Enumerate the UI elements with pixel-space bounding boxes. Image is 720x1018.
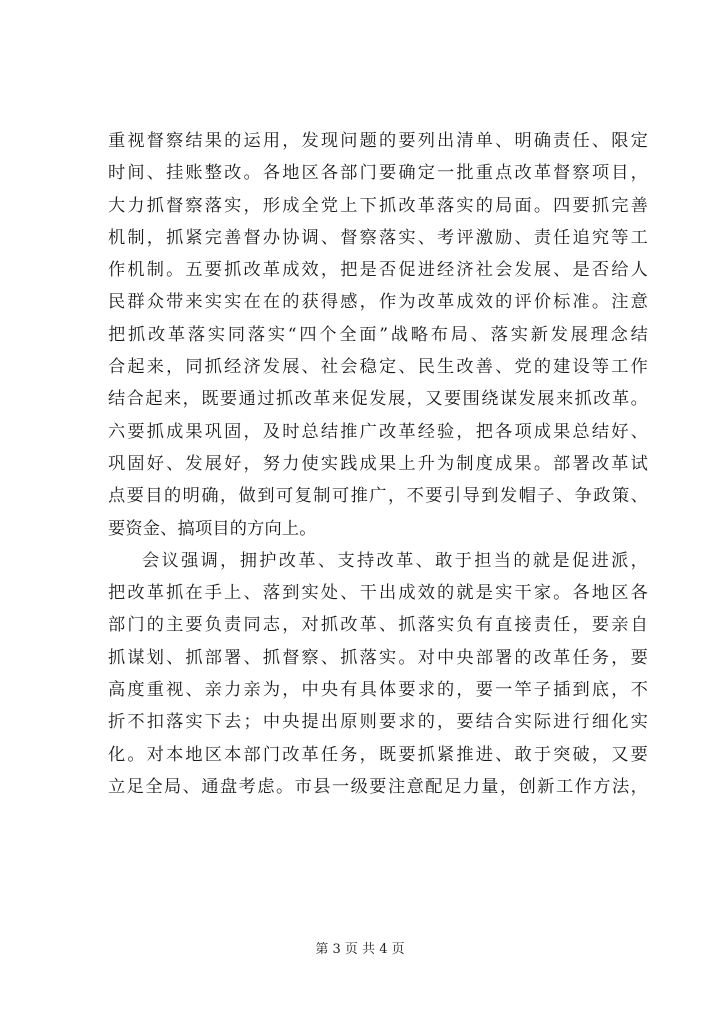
paragraph-2	[108, 545, 648, 803]
page-number-footer: 第 3 页 共 4 页	[315, 942, 405, 957]
text-line: 巩固好、发展好，努力使实践成果上升为制度成果。部署改革试	[108, 453, 648, 474]
text-line: 部门的主要负责同志，对抓改革、抓落实负有直接责任，要亲自	[108, 615, 648, 636]
text-line: 立足全局、通盘考虑。市县一级要注意配足力量，创新工作方法，	[108, 776, 648, 797]
text-line: 合起来，同抓经济发展、社会稳定、民生改善、党的建设等工作	[108, 357, 648, 378]
text-line: 点要目的明确，做到可复制可推广，不要引导到发帽子、争政策、	[108, 486, 648, 507]
text-line: 折不扣落实下去；中央提出原则要求的，要结合实际进行细化实	[108, 712, 648, 733]
text-line: 结合起来，既要通过抓改革来促发展，又要围绕谋发展来抓改革。	[108, 389, 648, 410]
paragraph-1	[108, 125, 648, 545]
text-line: 大力抓督察落实，形成全党上下抓改革落实的局面。四要抓完善	[108, 195, 648, 216]
text-line: 重视督察结果的运用，发现问题的要列出清单、明确责任、限定	[108, 131, 648, 151]
text-line: 把改革抓在手上、落到实处、干出成效的就是实干家。各地区各	[108, 583, 648, 604]
text-line: 化。对本地区本部门改革任务，既要抓紧推进、敢于突破，又要	[108, 744, 648, 765]
text-line: 时间、挂账整改。各地区各部门要确定一批重点改革督察项目，	[108, 163, 648, 184]
text-line: 会议强调，拥护改革、支持改革、敢于担当的就是促进派，	[142, 550, 648, 571]
document-body	[108, 125, 648, 803]
text-line: 民群众带来实实在在的获得感，作为改革成效的评价标准。注意	[108, 292, 648, 313]
text-line: 作机制。五要抓改革成效，把是否促进经济社会发展、是否给人	[108, 260, 648, 281]
text-line: 机制，抓紧完善督办协调、督察落实、考评激励、责任追究等工	[108, 227, 648, 248]
text-line: 六要抓成果巩固，及时总结推广改革经验，把各项成果总结好、	[108, 421, 648, 442]
text-line: 高度重视、亲力亲为，中央有具体要求的，要一竿子插到底，不	[108, 680, 648, 701]
text-line: 抓谋划、抓部署、抓督察、抓落实。对中央部署的改革任务，要	[108, 647, 648, 668]
text-line: 要资金、搞项目的方向上。	[108, 518, 317, 539]
text-line: 把抓改革落实同落实“四个全面”战略布局、落实新发展理念结	[108, 324, 648, 345]
